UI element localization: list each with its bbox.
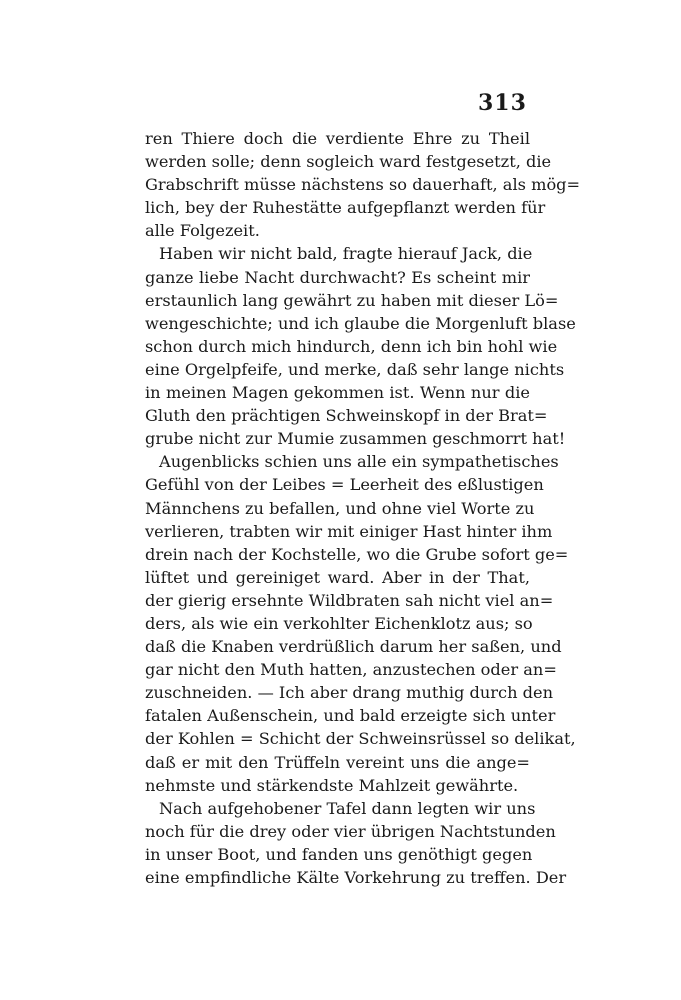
text-line: ren Thiere doch die verdiente Ehre zu Theil [145, 129, 530, 148]
text-line: verlieren, trabten wir mit einiger Hast hinter ihm [145, 521, 553, 541]
text-line: zuschneiden. — Ich aber drang muthig durch den [145, 683, 554, 703]
text-line: in unser Boot, und fanden uns genöthigt gegen [145, 844, 533, 864]
page-number: 313 [478, 90, 527, 116]
text-line: ders, als wie ein verkohlter Eichenklotz aus; so [145, 613, 533, 633]
text-line: Grabschrift müsse nächstens so dauerhaft, als mög= [145, 175, 581, 195]
text-line: Männchens zu befallen, und ohne viel Worte zu [145, 498, 535, 518]
body-text [145, 127, 581, 889]
text-line: daß die Knaben verdrüßlich darum her saßen, und [145, 637, 562, 657]
text-line: lüftet und gereiniget ward. Aber in der That, [145, 567, 530, 587]
text-line: Gefühl von der Leibes = Leerheit des eßlustigen [145, 475, 544, 495]
text-line: erstaunlich lang gewährt zu haben mit dieser Lö= [145, 290, 559, 310]
text-line: der gierig ersehnte Wildbraten sah nicht viel an= [145, 590, 554, 610]
text-line: in meinen Magen gekommen ist. Wenn nur die [145, 383, 530, 403]
text-line: Haben wir nicht bald, fragte hierauf Jack, die [159, 244, 533, 264]
text-line: drein nach der Kochstelle, wo die Grube sofort ge= [145, 544, 569, 564]
text-line: daß er mit den Trüffeln vereint uns die ange= [145, 752, 530, 772]
text-line: wengeschichte; und ich glaube die Morgenluft blase [145, 313, 576, 333]
text-line: fatalen Außenschein, und bald erzeigte sich unter [145, 706, 556, 726]
text-line: Augenblicks schien uns alle ein sympathetisches [159, 452, 559, 472]
text-line: Gluth den prächtigen Schweinskopf in der Brat= [145, 406, 548, 426]
text-line: schon durch mich hindurch, denn ich bin hohl wie [145, 336, 558, 356]
text-line: noch für die drey oder vier übrigen Nachtstunden [145, 821, 556, 841]
text-line: werden solle; denn sogleich ward festgesetzt, die [145, 152, 552, 172]
text-line: ganze liebe Nacht durchwacht? Es scheint mir [145, 267, 530, 287]
text-line: grube nicht zur Mumie zusammen geschmorrt hat! [145, 429, 566, 449]
text-line: Nach aufgehobener Tafel dann legten wir uns [159, 798, 536, 818]
text-line: nehmste und stärkendste Mahlzeit gewährte. [145, 775, 519, 795]
text-line: gar nicht den Muth hatten, anzustechen oder an= [145, 660, 557, 680]
text-line: der Kohlen = Schicht der Schweinsrüssel so delikat, [145, 729, 576, 749]
text-line: alle Folgezeit. [145, 221, 260, 241]
text-line: eine empfindliche Kälte Vorkehrung zu treffen. Der [145, 868, 567, 887]
text-line: eine Orgelpfeife, und merke, daß sehr lange nichts [145, 359, 565, 379]
text-line: lich, bey der Ruhestätte aufgepflanzt werden für [145, 198, 546, 218]
